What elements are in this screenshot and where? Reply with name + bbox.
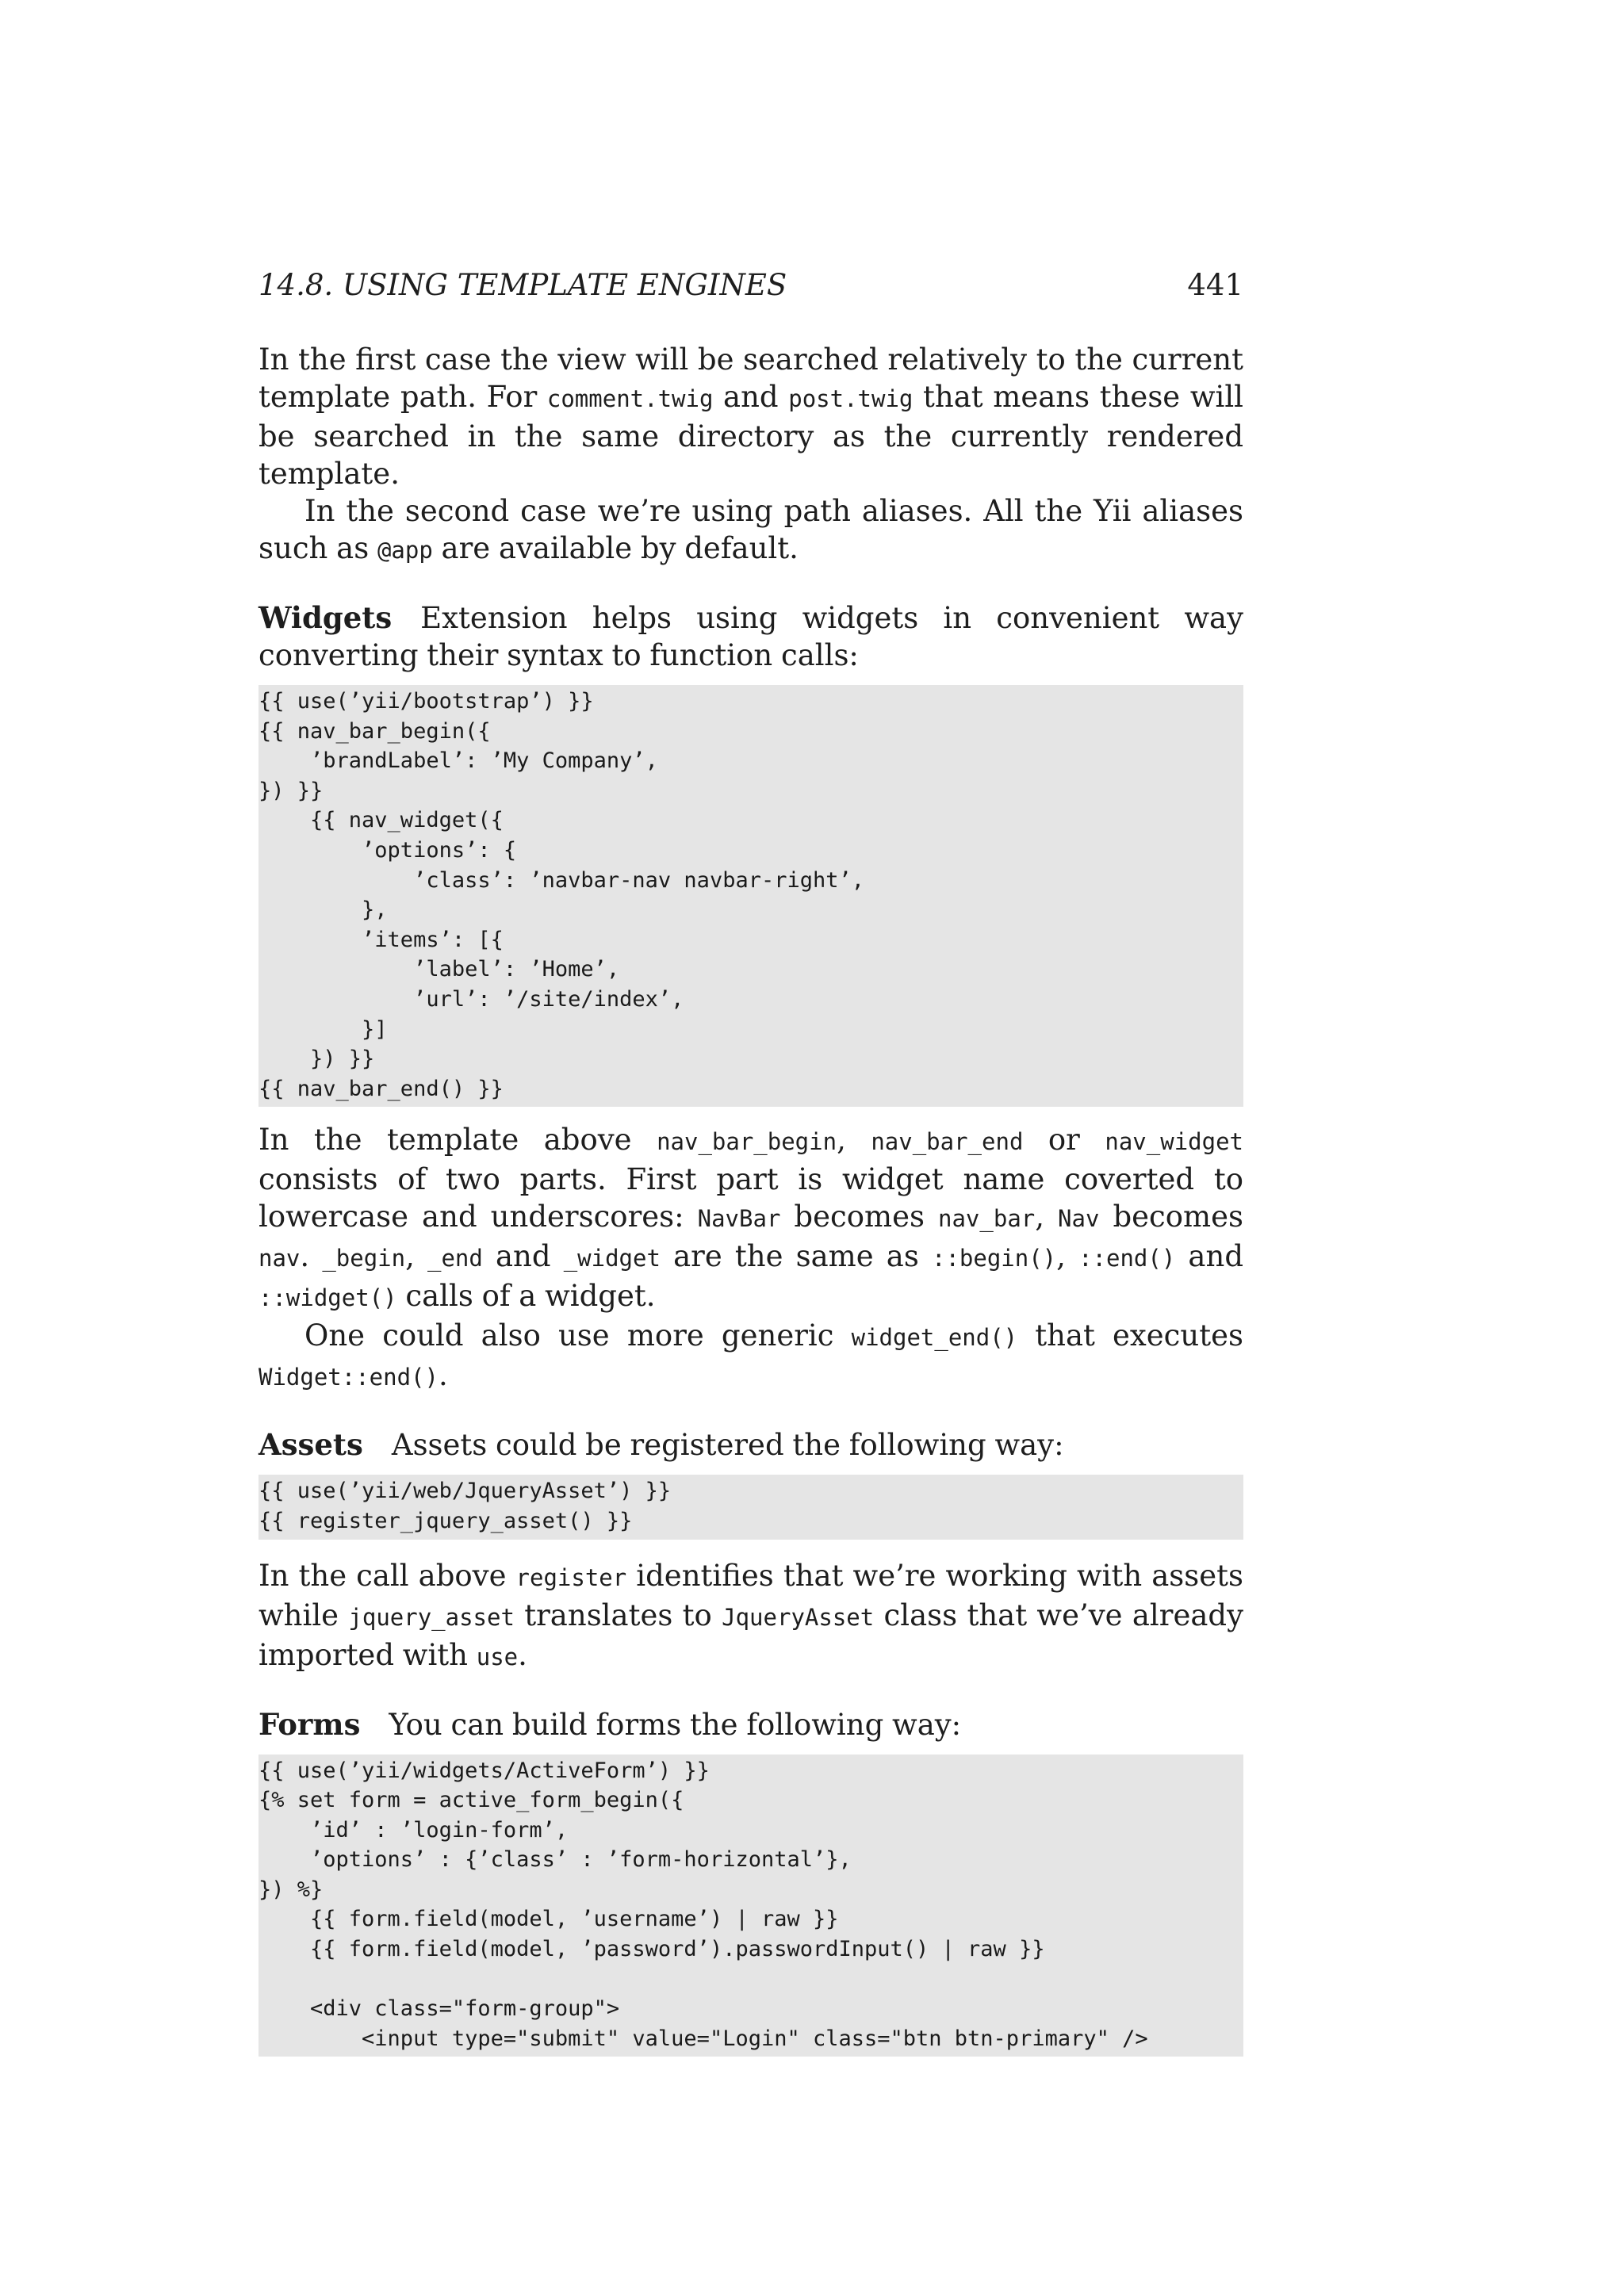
paragraph-text: are available by default. [432,531,799,565]
section-heading-widgets: Widgets [259,600,393,635]
paragraph-text: calls of a widget. [396,1279,656,1314]
paragraph-text: consists of two parts. First part is widget name coverted to lowercase and underscores: [259,1162,1243,1234]
code-line: ’options’ : {’class’ : ’form-horizontal’}, [259,1847,852,1873]
paragraph-text: that executes [1017,1318,1243,1353]
assets-lead-text: Assets could be registered the following way: [391,1428,1064,1463]
inline-code: widget_end() [851,1324,1018,1352]
code-line: ’url’: ’/site/index’, [259,986,684,1012]
paragraph-text: . [438,1358,448,1393]
page-number: 441 [1187,268,1243,302]
code-line: ’items’: [{ [259,927,504,952]
code-line: }) }} [259,778,324,803]
code-line: {{ use(’yii/bootstrap’) }} [259,689,594,714]
paragraph-text: and [713,380,789,414]
code-line: {{ register_jquery_asset() }} [259,1508,633,1533]
paragraph-text: In the second case we’re using path aliases. All the Yii aliases such as [259,494,1243,565]
inline-code: ::begin() [932,1245,1057,1272]
inline-code: _begin [322,1245,406,1272]
paragraph-text: , [405,1239,427,1274]
paragraph-text: One could also use more generic [304,1318,852,1353]
code-line: ’class’: ’navbar-nav navbar-right’, [259,867,865,893]
inline-code: use [476,1643,519,1670]
widgets-lead-text: Extension helps using widgets in convenient way converting their syntax to function calls: [259,601,1243,672]
section-widgets [259,599,1243,1396]
paragraph-text: and [482,1239,564,1274]
code-line: {{ form.field(model, ’username’) | raw }} [259,1907,839,1932]
paragraph-text: are the same as [660,1239,932,1274]
paragraph-text: , [1035,1200,1059,1234]
paragraph-text: becomes [1099,1200,1243,1234]
code-block-widgets [259,685,1243,1107]
paragraph-text: In the template above [259,1123,657,1158]
code-line: {{ nav_bar_end() }} [259,1076,504,1101]
code-block-assets [259,1475,1243,1539]
forms-lead [259,1706,1243,1743]
code-line: }) }} [259,1047,375,1072]
code-line: ’label’: ’Home’, [259,957,620,982]
code-line: <input type="submit" value="Login" class="btn btn-primary" /> [259,2026,1148,2051]
paragraph-text: becomes [780,1200,939,1234]
assets-paragraph-1 [259,1557,1243,1676]
inline-code: Nav [1058,1205,1100,1233]
widgets-lead [259,599,1243,674]
intro-paragraph-2 [259,492,1243,569]
code-line [259,1965,1243,1995]
section-heading-assets: Assets [259,1427,363,1463]
inline-code: comment.twig [546,385,714,412]
code-line: {{ form.field(model, ’password’).passwordInput() | raw }} [259,1937,1045,1962]
section-assets [259,1426,1243,1675]
section-forms [259,1706,1243,2057]
code-line: ’options’: { [259,837,517,863]
inline-code: nav [259,1245,301,1272]
paragraph-text: class that we’ve already imported with [259,1598,1243,1672]
paragraph-text: . [300,1239,323,1274]
paragraph-text: identifies that we’re working with assets while [259,1558,1243,1632]
paragraph-text: , [1056,1239,1079,1274]
paragraph-text: or [1023,1123,1105,1158]
inline-code: @app [377,537,433,564]
code-line: }) %} [259,1877,324,1902]
inline-code: JqueryAsset [722,1603,875,1631]
inline-code: nav_bar_end [871,1128,1024,1156]
code-line: }] [259,1016,388,1042]
code-line: <div class="form-group"> [259,1996,620,2022]
inline-code: jquery_asset [348,1603,515,1631]
inline-code: post.twig [788,385,914,412]
inline-code: ::widget() [259,1284,397,1312]
inline-code: register [515,1563,627,1591]
forms-lead-text: You can build forms the following way: [389,1707,962,1742]
widgets-paragraph-2 [259,1317,1243,1396]
paragraph-text: In the call above [259,1558,516,1593]
chapter-title: 14.8. USING TEMPLATE ENGINES [259,268,787,302]
running-header [259,263,1243,308]
paragraph-text: . [518,1637,527,1672]
section-heading-forms: Forms [259,1706,361,1742]
inline-code: ::end() [1078,1245,1176,1272]
page-body [259,341,1243,2071]
code-line: {{ nav_widget({ [259,808,504,833]
intro-paragraph-1 [259,341,1243,492]
code-line: }, [259,897,388,923]
assets-lead [259,1426,1243,1464]
code-line: {{ nav_bar_begin({ [259,718,491,744]
paragraph-text: In the first case the view will be searched relatively to the current template path. For [259,342,1243,414]
code-line: {% set form = active_form_begin({ [259,1788,684,1813]
inline-code: _widget [563,1245,661,1272]
paragraph-text: and [1175,1239,1244,1274]
code-line: ’id’ : ’login-form’, [259,1817,569,1843]
widgets-paragraph-1 [259,1121,1243,1317]
inline-code: NavBar [697,1205,781,1233]
code-line: {{ use(’yii/widgets/ActiveForm’) }} [259,1758,710,1783]
inline-code: nav_bar [938,1205,1036,1233]
paragraph-text: translates to [514,1598,722,1632]
inline-code: _end [427,1245,483,1272]
code-line: ’brandLabel’: ’My Company’, [259,748,658,774]
inline-code: nav_widget [1105,1128,1243,1156]
inline-code: Widget::end() [259,1364,439,1391]
paragraph-text: , [837,1123,871,1158]
code-line: {{ use(’yii/web/JqueryAsset’) }} [259,1479,672,1504]
paragraph-text: that means these will be searched in the same directory as the currently rendered template. [259,380,1243,491]
inline-code: nav_bar_begin [657,1128,837,1156]
code-block-forms [259,1755,1243,2057]
